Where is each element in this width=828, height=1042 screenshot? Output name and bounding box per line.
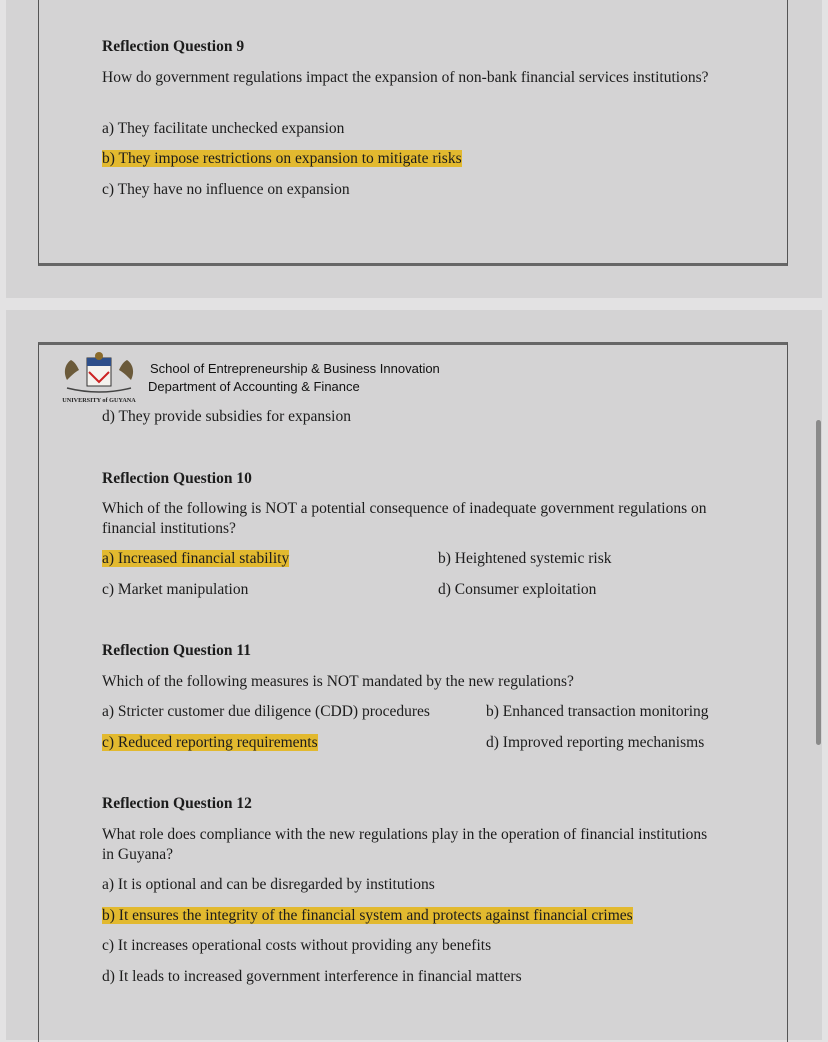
q11-text: Which of the following measures is NOT mandated by the new regulations? [102,673,574,690]
q10-option-d: d) Consumer exploitation [438,581,597,598]
q9-option-d: d) They provide subsidies for expansion [102,408,351,425]
q10-option-b: b) Heightened systemic risk [438,550,612,567]
q10-option-a: a) Increased financial stability [102,550,290,567]
vertical-scrollbar[interactable] [816,420,821,745]
q12-option-a: a) It is optional and can be disregarded by institutions [102,876,435,893]
q10-option-c: c) Market manipulation [102,581,249,598]
q11-option-b: b) Enhanced transaction monitoring [486,703,709,720]
q11-option-c-wrap [102,733,318,753]
q11-option-d: d) Improved reporting mechanisms [486,734,705,751]
q11-option-a: a) Stricter customer due diligence (CDD) procedures [102,703,430,720]
q9-text: How do government regulations impact the expansion of non-bank financial services institutions? [102,69,709,86]
q9-option-a: a) They facilitate unchecked expansion [102,120,345,137]
logo-caption: UNIVERSITY of GUYANA [62,397,136,404]
university-logo [57,350,141,404]
q10-title: Reflection Question 10 [102,470,252,487]
q12-option-b-wrap [102,906,633,926]
q12-text: What role does compliance with the new regulations play in the operation of financial institutions in Guyana? [102,826,708,863]
q9-title: Reflection Question 9 [102,38,245,55]
q10-text: Which of the following is NOT a potential consequence of inadequate government regulations on financial institutions? [102,500,707,537]
department-name: Department of Accounting & Finance [148,379,360,394]
q9-option-b: b) They impose restrictions on expansion to mitigate risks [102,150,462,167]
q12-option-c: c) It increases operational costs without providing any benefits [102,937,492,954]
q12-option-d: d) It leads to increased government interference in financial matters [102,968,522,985]
q9-option-c: c) They have no influence on expansion [102,181,350,198]
q9-option-b-wrap [102,149,462,169]
q12-option-b: b) It ensures the integrity of the financial system and protects against financial crimes [102,907,633,924]
q11-title: Reflection Question 11 [102,642,251,659]
q12-title: Reflection Question 12 [102,795,252,812]
q10-option-a-wrap [102,549,289,569]
school-name: School of Entrepreneurship & Business Innovation [150,361,440,376]
q11-option-c: c) Reduced reporting requirements [102,734,318,751]
